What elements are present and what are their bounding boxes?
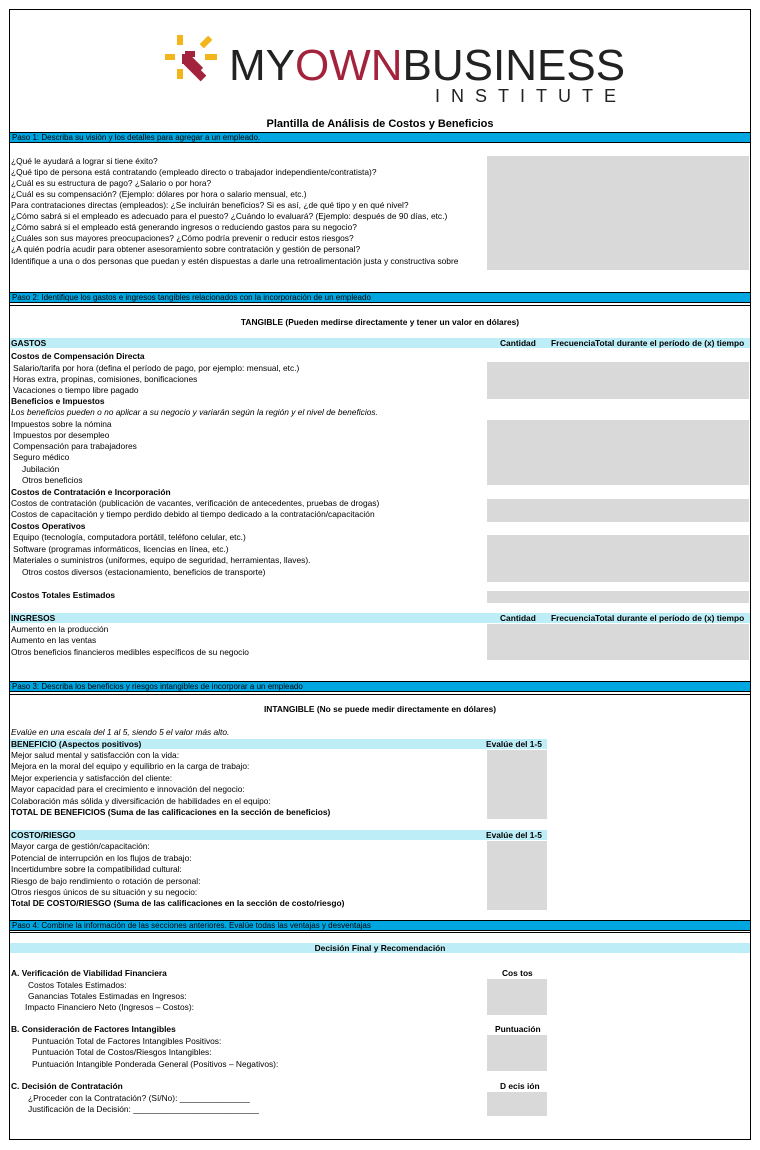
- expense-item: Otros costos diversos (estacionamiento, beneficios de transporte): [22, 567, 266, 577]
- expense-item: Equipo (tecnología, computadora portátil, teléfono celular, etc.): [13, 532, 246, 542]
- hiring-inputs[interactable]: [487, 499, 749, 522]
- section-a-col: Cos tos: [502, 968, 533, 978]
- expense-item: Otros beneficios: [22, 475, 83, 485]
- col-frecuencia: Frecuencia: [551, 338, 596, 348]
- financial-inputs[interactable]: [487, 979, 547, 1015]
- step1-question: ¿Cómo sabrá si el empleado está generando ingresos o reduciendo gastos para su negocio?: [11, 222, 357, 232]
- expense-item: Salario/tarifa por hora (defina el período de pago, por ejemplo: mensual, etc.): [13, 363, 300, 373]
- step1-question: ¿Cuáles son sus mayores preocupaciones? ¿Cómo podría prevenir o reducir estos riesgos?: [11, 233, 354, 243]
- risk-total: Total DE COSTO/RIESGO (Suma de las calificaciones en la sección de costo/riesgo): [11, 898, 345, 908]
- expense-item: Impuestos por desempleo: [13, 430, 110, 440]
- expense-item: Jubilación: [22, 464, 60, 474]
- benefit-item: Mejor salud mental y satisfacción con la vida:: [11, 750, 180, 760]
- col-cantidad: Cantidad: [500, 613, 536, 623]
- step1-question: ¿Qué tipo de persona está contratando (empleado directo o trabajador independiente/contratista)?: [11, 167, 377, 177]
- myownbusiness-logo: [165, 32, 635, 104]
- score-item: Puntuación Intangible Ponderada General (Positivos – Negativos):: [32, 1059, 279, 1069]
- benefit-header: BENEFICIO (Aspectos positivos): [11, 739, 142, 749]
- benefit-item: Colaboración más sólida y diversificación de habilidades en el equipo:: [11, 796, 271, 806]
- step1-question: ¿Qué le ayudará a lograr si tiene éxito?: [11, 156, 158, 166]
- score-item: Puntuación Total de Costos/Riesgos Intangibles:: [32, 1047, 212, 1057]
- step1-question: ¿Cuál es su estructura de pago? ¿Salario o por hora?: [11, 178, 212, 188]
- step1-bar: Paso 1: Describa su visión y los detalles para agregar a un empleado.: [10, 132, 750, 143]
- step1-question: Para contrataciones directas (empleados): ¿Se incluirán beneficios? Si es así, ¿de qué tipo y en qué nivel?: [11, 200, 409, 210]
- intangible-subtitle: INTANGIBLE (No se puede medir directamente en dólares): [263, 704, 497, 714]
- benefit-total: TOTAL DE BENEFICIOS (Suma de las calificaciones en la sección de beneficios): [11, 807, 331, 817]
- expense-item: Compensación para trabajadores: [13, 441, 137, 451]
- income-item: Aumento en la producción: [11, 624, 109, 634]
- risk-header-bar: [10, 830, 547, 840]
- benefits-inputs[interactable]: [487, 420, 749, 485]
- scale-note: Evalúe en una escala del 1 al 5, siendo 5 el valor más alto.: [11, 727, 230, 737]
- decision-title: Decisión Final y Recomendación: [314, 943, 446, 953]
- expense-item: Materiales o suministros (uniformes, equipo de seguridad, herramientas, llaves).: [13, 555, 311, 565]
- benefit-item: Mejor experiencia y satisfacción del cliente:: [11, 773, 173, 783]
- step4-bar: Paso 4: Combine la información de las secciones anteriores. Evalúe todas las ventajas y desventajas: [10, 920, 750, 931]
- hiring-title: Costos de Contratación e Incorporación: [11, 487, 171, 497]
- expense-item: Seguro médico: [13, 452, 70, 462]
- expense-item: Impuestos sobre la nómina: [11, 419, 112, 429]
- gastos-header: GASTOS: [11, 338, 47, 348]
- step1-answer-box[interactable]: [487, 156, 749, 270]
- decision-item[interactable]: ¿Proceder con la Contratación? (Sí/No): _______________: [28, 1093, 250, 1103]
- col-total: Total durante el período de (x) tiempo: [595, 613, 745, 623]
- benefits-note: Los beneficios pueden o no aplicar a su negocio y variarán según la región y el nivel de beneficios.: [11, 407, 378, 417]
- section-c-col: D ecis ión: [500, 1081, 540, 1091]
- svg-text:MYOWNBUSINESS: [229, 41, 625, 90]
- risk-item: Otros riesgos únicos de su situación y su negocio:: [11, 887, 198, 897]
- section-b-col: Puntuación: [495, 1024, 541, 1034]
- step1-question: ¿Cómo sabrá si el empleado es adecuado para el puesto? ¿Cuándo lo evaluará? (Ejemplo: después de 90 días, etc.): [11, 211, 448, 221]
- brand-own: OWN: [295, 41, 403, 90]
- income-item: Otros beneficios financieros medibles específicos de su negocio: [11, 647, 249, 657]
- total-costs-label: Costos Totales Estimados: [11, 590, 116, 600]
- risk-item: Mayor carga de gestión/capacitación:: [11, 841, 150, 851]
- step1-question: ¿Cuál es su compensación? (Ejemplo: dólares por hora o salario mensual, etc.): [11, 189, 307, 199]
- brand-my: MY: [229, 41, 295, 90]
- document-title: Plantilla de Análisis de Costos y Beneficios: [266, 118, 494, 130]
- divider: [10, 932, 750, 933]
- decision-item[interactable]: Justificación de la Decisión: ___________________________: [28, 1104, 259, 1114]
- risk-item: Riesgo de bajo rendimiento o rotación de personal:: [11, 876, 201, 886]
- col-cantidad: Cantidad: [500, 338, 536, 348]
- compensation-inputs[interactable]: [487, 362, 749, 399]
- rate-label: Evalúe del 1-5: [486, 830, 542, 840]
- tangible-subtitle: TANGIBLE (Pueden medirse directamente y tener un valor en dólares): [240, 317, 520, 327]
- step1-question: Identifique a una o dos personas que puedan y estén dispuestas a darle una retroalimentación justa y constructiva sobre: [11, 256, 459, 266]
- operating-title: Costos Operativos: [11, 521, 86, 531]
- financial-item: Impacto Financiero Neto (Ingresos – Costos):: [25, 1002, 194, 1012]
- divider: [10, 305, 750, 306]
- step3-bar: Paso 3: Describa los beneficios y riesgos intangibles de incorporar a un empleado: [10, 681, 750, 692]
- benefit-item: Mayor capacidad para el crecimiento e innovación del negocio:: [11, 784, 245, 794]
- financial-item: Costos Totales Estimados:: [28, 980, 127, 990]
- expense-item: Costos de capacitación y tiempo perdido debido al tiempo dedicado a la contratación/capacitación: [11, 509, 375, 519]
- benefit-item: Mejora en la moral del equipo y equilibrio en la carga de trabajo:: [11, 761, 250, 771]
- expense-item: Software (programas informáticos, licencias en línea, etc.): [13, 544, 229, 554]
- expense-item: Horas extra, propinas, comisiones, bonificaciones: [13, 374, 198, 384]
- step1-question: ¿A quién podría acudir para obtener asesoramiento sobre contratación y gestión de personal?: [11, 244, 361, 254]
- ingresos-header: INGRESOS: [11, 613, 56, 623]
- income-item: Aumento en las ventas: [11, 635, 97, 645]
- risk-item: Potencial de interrupción en los flujos de trabajo:: [11, 853, 192, 863]
- expense-item: Vacaciones o tiempo libre pagado: [13, 385, 139, 395]
- star-icon: [165, 35, 217, 81]
- benefits-title: Beneficios e Impuestos: [11, 396, 105, 406]
- risk-header: COSTO/RIESGO: [11, 830, 76, 840]
- total-costs-input[interactable]: [487, 591, 749, 603]
- section-a-title: A. Verificación de Viabilidad Financiera: [11, 968, 167, 978]
- score-item: Puntuación Total de Factores Intangibles Positivos:: [32, 1036, 222, 1046]
- section-c-title: C. Decisión de Contratación: [11, 1081, 123, 1091]
- worksheet-page: [9, 9, 751, 1140]
- decision-inputs[interactable]: [487, 1092, 547, 1116]
- risk-rating-inputs[interactable]: [487, 841, 547, 910]
- operating-inputs[interactable]: [487, 535, 749, 582]
- expense-item: Costos de contratación (publicación de vacantes, verificación de antecedentes, pruebas de drogas): [11, 498, 380, 508]
- col-frecuencia: Frecuencia: [551, 613, 596, 623]
- risk-item: Incertidumbre sobre la compatibilidad cultural:: [11, 864, 182, 874]
- benefit-rating-inputs[interactable]: [487, 750, 547, 819]
- step2-bar: Paso 2: Identifique los gastos e ingresos tangibles relacionados con la incorporación de un empleado: [10, 292, 750, 303]
- divider: [10, 694, 750, 695]
- rate-label: Evalúe del 1-5: [486, 739, 542, 749]
- financial-item: Ganancias Totales Estimadas en Ingresos:: [28, 991, 187, 1001]
- income-inputs[interactable]: [487, 624, 749, 660]
- brand-institute: INSTITUTE: [435, 86, 627, 104]
- brand-business: BUSINESS: [402, 41, 626, 90]
- score-inputs[interactable]: [487, 1035, 547, 1071]
- comp-title: Costos de Compensación Directa: [11, 351, 145, 361]
- col-total: Total durante el período de (x) tiempo: [595, 338, 745, 348]
- section-b-title: B. Consideración de Factores Intangibles: [11, 1024, 176, 1034]
